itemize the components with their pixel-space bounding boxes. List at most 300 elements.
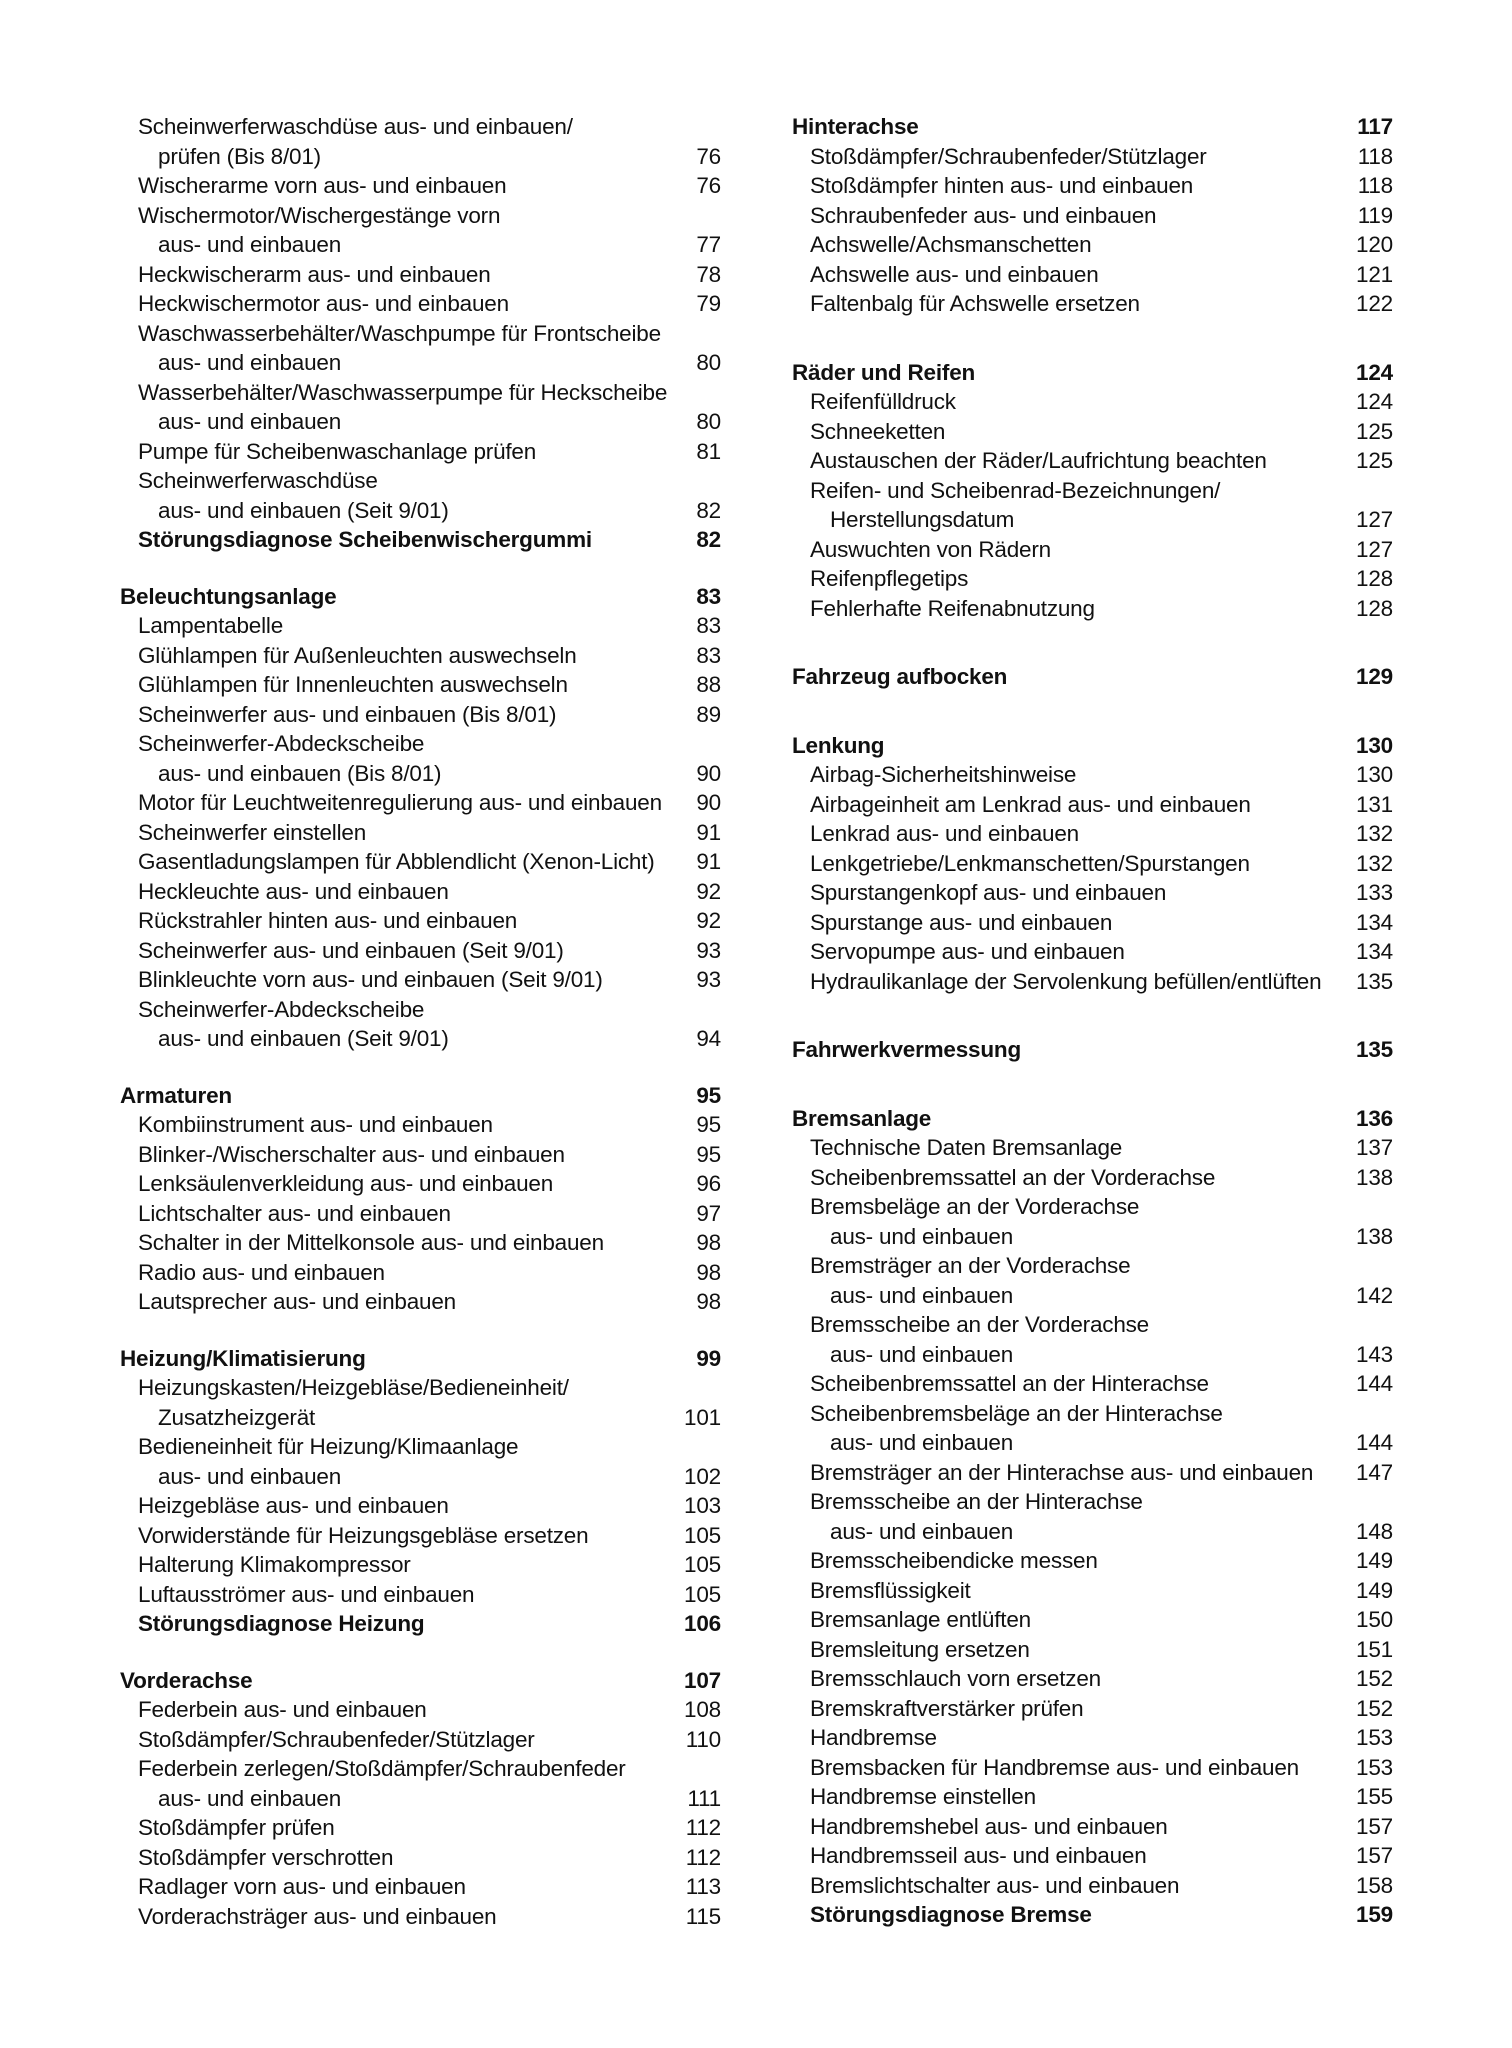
page-number: 127 bbox=[1356, 536, 1393, 562]
dot-leader bbox=[495, 260, 689, 290]
page-number: 92 bbox=[696, 908, 721, 933]
entry-title: aus- und einbauen bbox=[158, 1785, 342, 1811]
entry-title: Beleuchtungsanlage bbox=[120, 583, 337, 609]
toc-entry[interactable] bbox=[792, 1163, 1393, 1193]
toc-entry[interactable] bbox=[120, 936, 721, 966]
toc-entry-continuation[interactable] bbox=[120, 496, 721, 526]
entry-title: Scheinwerfer-Abdeckscheibe bbox=[138, 731, 425, 756]
entry-title: aus- und einbauen bbox=[830, 1518, 1014, 1544]
page-number: 76 bbox=[696, 143, 721, 169]
toc-entry[interactable] bbox=[120, 1287, 721, 1317]
toc-entry[interactable] bbox=[792, 1664, 1393, 1694]
dot-leader bbox=[1271, 446, 1352, 476]
toc-entry[interactable] bbox=[792, 1753, 1393, 1783]
toc-entry[interactable] bbox=[120, 1491, 721, 1521]
page-number: 138 bbox=[1356, 1164, 1393, 1190]
page-number: 98 bbox=[696, 1259, 721, 1285]
toc-heading[interactable] bbox=[792, 358, 1393, 388]
toc-entry[interactable] bbox=[120, 289, 721, 319]
page-number: 159 bbox=[1356, 1902, 1393, 1927]
toc-entry[interactable] bbox=[120, 700, 721, 730]
dot-leader bbox=[340, 582, 689, 612]
toc-entry[interactable] bbox=[792, 1546, 1393, 1576]
entry-title: Bremsträger an der Hinterachse aus- und einbauen bbox=[810, 1459, 1314, 1485]
toc-entry[interactable] bbox=[792, 1487, 1393, 1517]
toc-entry[interactable] bbox=[120, 171, 721, 201]
toc-entry[interactable] bbox=[120, 1258, 721, 1288]
toc-entry[interactable] bbox=[120, 1813, 721, 1843]
entry-title: Fehlerhafte Reifenabnutzung bbox=[810, 595, 1095, 621]
page-number: 81 bbox=[696, 438, 721, 464]
entry-title: Radio aus- und einbauen bbox=[138, 1259, 385, 1285]
toc-entry[interactable] bbox=[120, 1754, 721, 1784]
toc-entry[interactable] bbox=[792, 1812, 1393, 1842]
dot-leader bbox=[608, 1228, 689, 1258]
toc-entry[interactable] bbox=[792, 878, 1393, 908]
dot-leader bbox=[607, 965, 689, 995]
toc-heading[interactable] bbox=[792, 112, 1393, 142]
entry-title: Scheinwerfer einstellen bbox=[138, 819, 367, 845]
dot-leader bbox=[1103, 260, 1352, 290]
toc-entry[interactable] bbox=[792, 760, 1393, 790]
dot-leader bbox=[923, 112, 1354, 142]
entry-title: prüfen (Bis 8/01) bbox=[158, 143, 321, 169]
page-number: 115 bbox=[685, 1903, 721, 1929]
entry-title: aus- und einbauen bbox=[158, 409, 342, 434]
toc-entry[interactable] bbox=[120, 260, 721, 290]
toc-entry[interactable] bbox=[120, 965, 721, 995]
dot-leader bbox=[1035, 1605, 1352, 1635]
toc-entry-continuation[interactable] bbox=[120, 1784, 721, 1814]
entry-title: Fahrzeug aufbocken bbox=[792, 664, 1008, 689]
toc-entry[interactable] bbox=[792, 1782, 1393, 1812]
page-number: 157 bbox=[1356, 1813, 1393, 1839]
page-number: 96 bbox=[696, 1171, 721, 1196]
toc-entry[interactable] bbox=[120, 112, 721, 142]
page-number: 127 bbox=[1356, 507, 1393, 532]
toc-entry[interactable] bbox=[120, 1228, 721, 1258]
entry-title: Störungsdiagnose Scheibenwischergummi bbox=[138, 527, 592, 552]
dot-leader bbox=[1017, 1428, 1352, 1458]
toc-entry[interactable] bbox=[792, 1635, 1393, 1665]
toc-entry-continuation[interactable] bbox=[792, 505, 1393, 535]
entry-title: Lenkgetriebe/Lenkmanschetten/Spurstangen bbox=[810, 850, 1250, 876]
dot-leader bbox=[1213, 1369, 1352, 1399]
toc-entry[interactable] bbox=[792, 171, 1393, 201]
toc-heading[interactable] bbox=[120, 1344, 721, 1374]
dot-leader bbox=[389, 1258, 689, 1288]
entry-title: Servopumpe aus- und einbauen bbox=[810, 939, 1125, 964]
toc-heading[interactable] bbox=[120, 1666, 721, 1696]
entry-title: Stoßdämpfer prüfen bbox=[138, 1815, 335, 1840]
entry-title: Heizgebläse aus- und einbauen bbox=[138, 1493, 449, 1518]
toc-entry[interactable] bbox=[792, 908, 1393, 938]
dot-leader bbox=[539, 1725, 682, 1755]
toc-section bbox=[120, 582, 721, 1054]
toc-entry-continuation[interactable] bbox=[792, 1222, 1393, 1252]
entry-title: Scheinwerferwaschdüse aus- und einbauen/ bbox=[138, 114, 573, 139]
toc-entry[interactable] bbox=[792, 967, 1393, 997]
entry-title: Airbageinheit am Lenkrad aus- und einbauen bbox=[810, 791, 1251, 817]
page-number: 124 bbox=[1356, 389, 1393, 414]
toc-entry[interactable] bbox=[120, 1169, 721, 1199]
dot-leader bbox=[497, 1110, 689, 1140]
toc-entry-continuation[interactable] bbox=[120, 230, 721, 260]
toc-heading[interactable] bbox=[120, 1081, 721, 1111]
dot-leader bbox=[1102, 1546, 1352, 1576]
page-number: 88 bbox=[696, 672, 721, 697]
entry-title: Scheibenbremsbeläge an der Hinterachse bbox=[810, 1400, 1223, 1426]
entry-title: Stoßdämpfer hinten aus- und einbauen bbox=[810, 173, 1194, 198]
page-number: 79 bbox=[696, 291, 721, 316]
dot-leader bbox=[1255, 790, 1352, 820]
dot-leader bbox=[1160, 201, 1353, 231]
toc-entry[interactable] bbox=[792, 1192, 1393, 1222]
page-number: 117 bbox=[1357, 114, 1393, 139]
dot-leader bbox=[455, 1199, 689, 1229]
toc-entry[interactable] bbox=[792, 230, 1393, 260]
entry-title: aus- und einbauen bbox=[158, 350, 342, 375]
dot-leader bbox=[975, 1576, 1352, 1606]
toc-entry[interactable] bbox=[120, 847, 721, 877]
entry-title: Bremsbacken für Handbremse aus- und einbauen bbox=[810, 1754, 1299, 1780]
entry-title: Pumpe für Scheibenwaschanlage prüfen bbox=[138, 438, 537, 464]
toc-entry[interactable] bbox=[792, 1694, 1393, 1724]
toc-entry[interactable] bbox=[792, 201, 1393, 231]
page-number: 95 bbox=[696, 1141, 721, 1167]
toc-heading[interactable] bbox=[792, 1035, 1393, 1065]
entry-title: Reifenfülldruck bbox=[810, 389, 956, 414]
entry-title: Stoßdämpfer/Schraubenfeder/Stützlager bbox=[810, 143, 1207, 169]
toc-entry-continuation[interactable] bbox=[792, 1340, 1393, 1370]
toc-heading[interactable] bbox=[792, 1104, 1393, 1134]
dot-leader bbox=[521, 906, 689, 936]
page-number: 103 bbox=[684, 1493, 721, 1518]
toc-column-left bbox=[120, 112, 721, 1958]
toc-entry[interactable] bbox=[120, 1902, 721, 1932]
page-number: 118 bbox=[1357, 143, 1393, 169]
dot-leader bbox=[431, 1695, 680, 1725]
page-number: 77 bbox=[696, 232, 721, 257]
toc-entry[interactable] bbox=[120, 1432, 721, 1462]
entry-title: Hydraulikanlage der Servolenkung befüllen/entlüften bbox=[810, 968, 1322, 994]
toc-entry[interactable] bbox=[792, 849, 1393, 879]
entry-title: Bremsflüssigkeit bbox=[810, 1577, 971, 1603]
toc-entry[interactable] bbox=[792, 446, 1393, 476]
dot-leader bbox=[1129, 937, 1352, 967]
toc-entry[interactable] bbox=[792, 1841, 1393, 1871]
toc-entry-continuation[interactable] bbox=[792, 1281, 1393, 1311]
page-number: 144 bbox=[1356, 1430, 1393, 1455]
toc-entry[interactable] bbox=[792, 260, 1393, 290]
page-number: 144 bbox=[1356, 1371, 1393, 1396]
entry-title: Zusatzheizgerät bbox=[158, 1404, 316, 1430]
toc-entry[interactable] bbox=[120, 1580, 721, 1610]
toc-entry-continuation[interactable] bbox=[120, 1024, 721, 1054]
dot-leader bbox=[445, 759, 689, 789]
toc-entry-continuation[interactable] bbox=[120, 1403, 721, 1433]
dot-leader bbox=[1017, 1340, 1352, 1370]
page-number: 83 bbox=[696, 642, 721, 668]
dot-leader bbox=[1151, 1841, 1353, 1871]
dot-leader bbox=[470, 1872, 682, 1902]
page-number: 136 bbox=[1356, 1105, 1393, 1131]
toc-entry[interactable] bbox=[120, 437, 721, 467]
toc-entry-continuation[interactable] bbox=[792, 1517, 1393, 1547]
toc-heading[interactable] bbox=[792, 731, 1393, 761]
page-number: 125 bbox=[1356, 418, 1393, 444]
dot-leader bbox=[581, 641, 689, 671]
toc-entry[interactable] bbox=[792, 387, 1393, 417]
toc-entry[interactable] bbox=[792, 1723, 1393, 1753]
dot-leader bbox=[979, 358, 1352, 388]
entry-title: aus- und einbauen bbox=[830, 1223, 1014, 1249]
toc-entry[interactable] bbox=[792, 1871, 1393, 1901]
toc-entry[interactable] bbox=[120, 1199, 721, 1229]
entry-title: Bremsschlauch vorn ersetzen bbox=[810, 1666, 1101, 1691]
dot-leader bbox=[513, 289, 689, 319]
dot-leader bbox=[960, 387, 1352, 417]
dot-leader bbox=[1099, 594, 1352, 624]
page-number: 90 bbox=[696, 760, 721, 786]
toc-entry[interactable] bbox=[120, 1550, 721, 1580]
entry-title: Scheibenbremssattel an der Hinterachse bbox=[810, 1371, 1209, 1396]
dot-leader bbox=[1087, 1694, 1352, 1724]
toc-section bbox=[792, 1035, 1393, 1065]
toc-entry[interactable] bbox=[792, 476, 1393, 506]
page-number: 133 bbox=[1356, 880, 1393, 905]
dot-leader bbox=[428, 1609, 680, 1639]
page-number: 142 bbox=[1356, 1282, 1393, 1308]
page-number: 91 bbox=[696, 849, 721, 874]
entry-title: Armaturen bbox=[120, 1082, 232, 1108]
toc-entry[interactable] bbox=[792, 142, 1393, 172]
entry-title: Radlager vorn aus- und einbauen bbox=[138, 1874, 466, 1899]
page-number: 125 bbox=[1356, 448, 1393, 473]
entry-title: Federbein zerlegen/Stoßdämpfer/Schraubenfeder bbox=[138, 1756, 626, 1781]
toc-entry[interactable] bbox=[120, 1872, 721, 1902]
dot-leader bbox=[592, 1521, 680, 1551]
toc-entry[interactable] bbox=[792, 289, 1393, 319]
toc-entry[interactable] bbox=[120, 877, 721, 907]
entry-title: Scheinwerfer aus- und einbauen (Seit 9/01) bbox=[138, 937, 564, 963]
dot-leader bbox=[666, 788, 689, 818]
toc-entry[interactable] bbox=[792, 1900, 1393, 1930]
dot-leader bbox=[325, 142, 689, 172]
toc-section bbox=[792, 1104, 1393, 1930]
toc-entry[interactable] bbox=[120, 1373, 721, 1403]
dot-leader bbox=[1254, 849, 1352, 879]
entry-title: Heizung/Klimatisierung bbox=[120, 1345, 366, 1371]
toc-section bbox=[792, 731, 1393, 997]
toc-entry[interactable] bbox=[792, 1605, 1393, 1635]
dot-leader bbox=[1317, 1458, 1352, 1488]
toc-entry[interactable] bbox=[120, 611, 721, 641]
dot-leader bbox=[1126, 1133, 1352, 1163]
entry-title: aus- und einbauen bbox=[830, 1282, 1014, 1308]
toc-entry[interactable] bbox=[792, 1251, 1393, 1281]
toc-entry[interactable] bbox=[792, 937, 1393, 967]
toc-entry[interactable] bbox=[792, 1369, 1393, 1399]
toc-entry[interactable] bbox=[792, 417, 1393, 447]
toc-section bbox=[120, 112, 721, 555]
entry-title: Reifen- und Scheibenrad-Bezeichnungen/ bbox=[810, 477, 1221, 503]
entry-title: Stoßdämpfer verschrotten bbox=[138, 1844, 394, 1870]
entry-title: Bremsscheibendicke messen bbox=[810, 1548, 1098, 1573]
toc-entry[interactable] bbox=[120, 201, 721, 231]
toc-entry[interactable] bbox=[120, 818, 721, 848]
page-number: 80 bbox=[696, 409, 721, 434]
entry-title: Blinkleuchte vorn aus- und einbauen (Seit 9/01) bbox=[138, 967, 603, 992]
toc-entry[interactable] bbox=[792, 819, 1393, 849]
entry-title: Scheinwerferwaschdüse bbox=[138, 468, 378, 493]
entry-title: Handbremse bbox=[810, 1725, 937, 1750]
toc-entry[interactable] bbox=[120, 1110, 721, 1140]
dot-leader bbox=[1325, 967, 1352, 997]
toc-entry[interactable] bbox=[120, 1695, 721, 1725]
toc-entry-continuation[interactable] bbox=[120, 1462, 721, 1492]
toc-entry[interactable] bbox=[792, 1399, 1393, 1429]
page-number: 106 bbox=[684, 1611, 721, 1636]
toc-entry-continuation[interactable] bbox=[120, 142, 721, 172]
entry-title: Herstellungsdatum bbox=[830, 507, 1015, 532]
dot-leader bbox=[1303, 1753, 1352, 1783]
toc-entry-continuation[interactable] bbox=[792, 1428, 1393, 1458]
page-number: 122 bbox=[1356, 291, 1393, 316]
dot-leader bbox=[1040, 1782, 1352, 1812]
toc-entry[interactable] bbox=[792, 790, 1393, 820]
dot-leader bbox=[941, 1723, 1352, 1753]
toc-section bbox=[792, 358, 1393, 624]
entry-title: Achswelle aus- und einbauen bbox=[810, 261, 1099, 287]
dot-leader bbox=[415, 1550, 680, 1580]
entry-title: Faltenbalg für Achswelle ersetzen bbox=[810, 291, 1140, 316]
dot-leader bbox=[557, 1169, 689, 1199]
toc-entry[interactable] bbox=[120, 1843, 721, 1873]
dot-leader bbox=[1183, 1871, 1352, 1901]
page-number: 152 bbox=[1356, 1695, 1393, 1721]
dot-leader bbox=[569, 1140, 689, 1170]
entry-title: Airbag-Sicherheitshinweise bbox=[810, 762, 1077, 787]
page-number: 147 bbox=[1356, 1459, 1393, 1485]
toc-entry-continuation[interactable] bbox=[120, 759, 721, 789]
entry-title: aus- und einbauen (Bis 8/01) bbox=[158, 760, 442, 786]
entry-title: Störungsdiagnose Bremse bbox=[810, 1902, 1092, 1927]
toc-entry[interactable] bbox=[120, 906, 721, 936]
entry-title: Bremsscheibe an der Hinterachse bbox=[810, 1489, 1143, 1514]
dot-leader bbox=[345, 230, 689, 260]
page-number: 128 bbox=[1356, 595, 1393, 621]
entry-title: Bremsträger an der Vorderachse bbox=[810, 1253, 1131, 1278]
dot-leader bbox=[345, 407, 689, 437]
entry-title: Motor für Leuchtweitenregulierung aus- und einbauen bbox=[138, 790, 662, 815]
entry-title: Handbremse einstellen bbox=[810, 1784, 1036, 1809]
page-number: 113 bbox=[685, 1874, 721, 1899]
toc-entry[interactable] bbox=[120, 319, 721, 349]
entry-title: Heckleuchte aus- und einbauen bbox=[138, 878, 449, 904]
toc-entry-continuation[interactable] bbox=[120, 348, 721, 378]
toc-entry[interactable] bbox=[792, 535, 1393, 565]
entry-title: aus- und einbauen (Seit 9/01) bbox=[158, 1026, 449, 1051]
toc-section bbox=[120, 1666, 721, 1932]
toc-entry[interactable] bbox=[792, 1458, 1393, 1488]
dot-leader bbox=[949, 417, 1352, 447]
toc-entry[interactable] bbox=[792, 1133, 1393, 1163]
toc-entry[interactable] bbox=[792, 564, 1393, 594]
toc-entry[interactable] bbox=[120, 995, 721, 1025]
entry-title: Handbremsseil aus- und einbauen bbox=[810, 1843, 1147, 1868]
dot-leader bbox=[478, 1580, 680, 1610]
toc-entry[interactable] bbox=[120, 525, 721, 555]
toc-entry[interactable] bbox=[792, 594, 1393, 624]
entry-title: Bremsscheibe an der Vorderachse bbox=[810, 1312, 1149, 1337]
toc-entry[interactable] bbox=[120, 729, 721, 759]
entry-title: Scheibenbremssattel an der Vorderachse bbox=[810, 1164, 1216, 1190]
toc-entry[interactable] bbox=[120, 378, 721, 408]
dot-leader bbox=[460, 1287, 689, 1317]
toc-entry[interactable] bbox=[120, 641, 721, 671]
toc-section bbox=[792, 662, 1393, 692]
dot-leader bbox=[888, 731, 1352, 761]
toc-entry[interactable] bbox=[792, 1310, 1393, 1340]
page-number: 149 bbox=[1356, 1548, 1393, 1573]
toc-entry[interactable] bbox=[120, 670, 721, 700]
dot-leader bbox=[1219, 1163, 1352, 1193]
dot-leader bbox=[1197, 171, 1354, 201]
entry-title: Scheinwerfer-Abdeckscheibe bbox=[138, 996, 425, 1022]
entry-title: Federbein aus- und einbauen bbox=[138, 1697, 427, 1722]
entry-title: Technische Daten Bremsanlage bbox=[810, 1135, 1123, 1160]
entry-title: Bremsanlage bbox=[792, 1105, 932, 1131]
dot-leader bbox=[453, 1024, 689, 1054]
page-number: 130 bbox=[1356, 732, 1393, 758]
page-number: 118 bbox=[1357, 173, 1393, 198]
page-number: 83 bbox=[696, 613, 721, 638]
toc-entry-continuation[interactable] bbox=[120, 407, 721, 437]
entry-title: Scheinwerfer aus- und einbauen (Bis 8/01) bbox=[138, 701, 557, 727]
toc-entry[interactable] bbox=[120, 1725, 721, 1755]
toc-entry[interactable] bbox=[120, 466, 721, 496]
toc-entry[interactable] bbox=[120, 1140, 721, 1170]
entry-title: Wasserbehälter/Waschwasserpumpe für Heckscheibe bbox=[138, 379, 668, 405]
entry-title: Kombiinstrument aus- und einbauen bbox=[138, 1112, 493, 1137]
dot-leader bbox=[370, 1344, 689, 1374]
dot-leader bbox=[500, 1902, 681, 1932]
toc-entry[interactable] bbox=[120, 1609, 721, 1639]
toc-entry[interactable] bbox=[792, 1576, 1393, 1606]
page-number: 120 bbox=[1356, 232, 1393, 257]
entry-title: Glühlampen für Innenleuchten auswechseln bbox=[138, 672, 568, 697]
dot-leader bbox=[1018, 505, 1352, 535]
entry-title: aus- und einbauen bbox=[158, 232, 342, 257]
dot-leader bbox=[1055, 535, 1352, 565]
dot-leader bbox=[568, 936, 689, 966]
page-number: 83 bbox=[696, 583, 721, 609]
page-number: 148 bbox=[1356, 1518, 1393, 1544]
toc-entry[interactable] bbox=[120, 1521, 721, 1551]
page-number: 105 bbox=[684, 1581, 721, 1607]
entry-title: Schneeketten bbox=[810, 418, 946, 444]
toc-heading[interactable] bbox=[792, 662, 1393, 692]
page-number: 124 bbox=[1356, 359, 1393, 385]
dot-leader bbox=[1017, 1517, 1352, 1547]
entry-title: Spurstange aus- und einbauen bbox=[810, 909, 1113, 935]
dot-leader bbox=[1017, 1281, 1352, 1311]
toc-heading[interactable] bbox=[120, 582, 721, 612]
toc-entry[interactable] bbox=[120, 788, 721, 818]
dot-leader bbox=[596, 525, 689, 555]
page-number: 131 bbox=[1356, 791, 1393, 817]
